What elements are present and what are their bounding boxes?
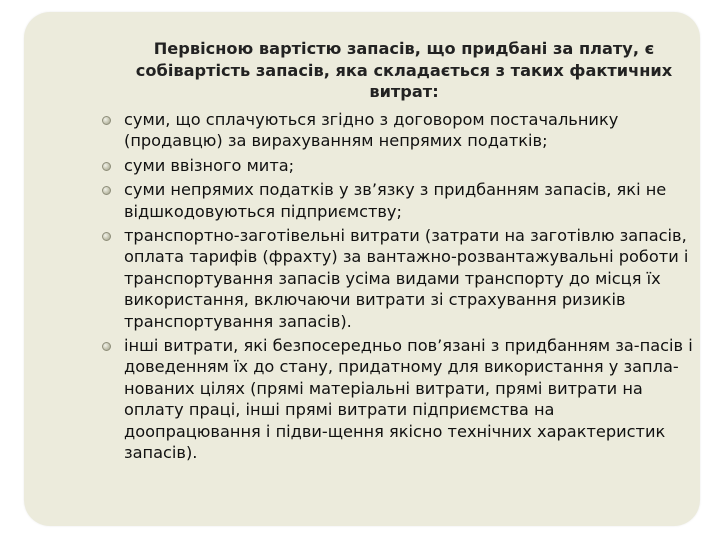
bullet-dot-icon (102, 162, 111, 171)
list-item-text: суми ввізного мита; (124, 155, 295, 175)
list-item (102, 155, 694, 176)
bullet-dot-icon (102, 186, 111, 195)
bullet-dot-icon (102, 232, 111, 241)
slide-heading: Первісною вартістю запасів, що придбані за плату, є собівартість запасів, яка складається з таких фактичних витрат: (135, 39, 673, 101)
list-item-text: інші витрати, які безпосередньо пов’язані з придбанням за-пасів і доведенням їх до стану, придатному для використання у запла-нованих цілях (прямі матеріальні витрати, прямі витрати на оплату праці, інші прямі витрати підприємства на доопрацювання і підви-щення якісно технічних характеристик запасів). (124, 336, 693, 463)
list-item (102, 225, 694, 332)
bullet-dot-icon (102, 116, 111, 125)
list-item-text: транспортно-заготівельні витрати (затрати на заготівлю запасів, оплата тарифів (фрахту) за вантажно-розвантажувальні роботи і транспортування запасів усіма видами транспорту до місця їх використання, включаючи витрати зі страхування ризиків транспортування запасів). (124, 226, 689, 331)
bullet-dot-icon (102, 342, 111, 351)
list-item (102, 109, 694, 152)
list-item-text: суми, що сплачуються згідно з договором постачальнику (продавцю) за вирахуванням непрямих податків; (124, 110, 619, 151)
list-item (102, 335, 694, 463)
list-item-text: суми непрямих податків у зв’язку з придбанням запасів, які не відшкодовуються підприємству; (124, 180, 667, 221)
bullet-list (102, 109, 694, 467)
list-item (102, 179, 694, 222)
